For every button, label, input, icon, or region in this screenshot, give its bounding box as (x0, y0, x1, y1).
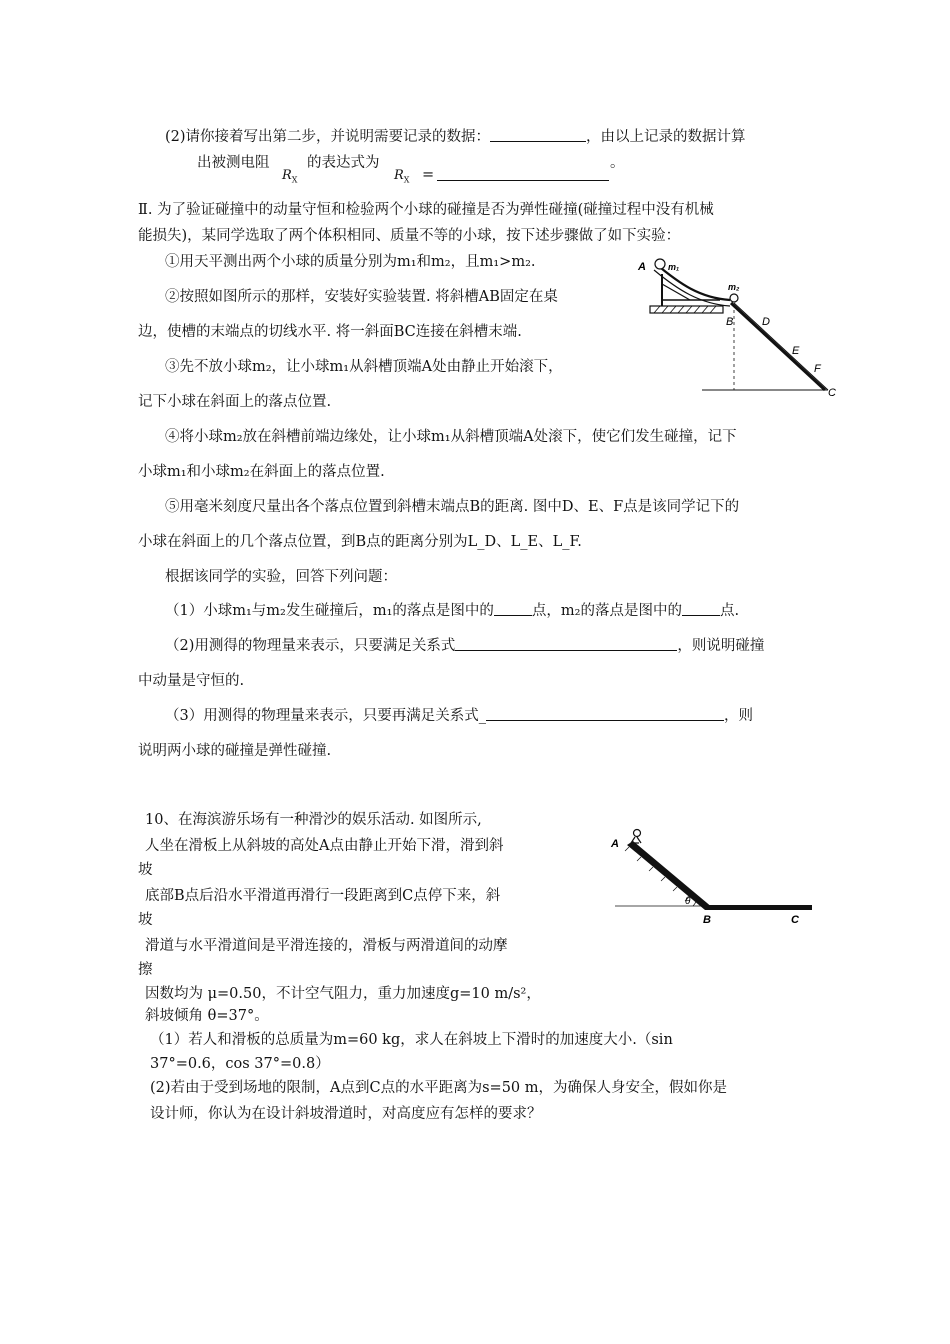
fig1-label-F: F (814, 363, 821, 375)
q2-text-e: 。 (610, 155, 625, 171)
fig2-label-B: B (703, 914, 711, 926)
answer3-text-a: （3）用测得的物理量来表示，只要再满足关系式_ (165, 708, 486, 724)
q10-part2-b: 设计师，你认为在设计斜坡滑道时，对高度应有怎样的要求？ (150, 1106, 542, 1122)
fig1-label-E: E (792, 345, 800, 357)
answer-blank[interactable] (490, 127, 586, 142)
answer2-blank[interactable] (455, 636, 677, 651)
q10-line7: 擦 (138, 962, 153, 978)
answer1-text-c: 点. (719, 603, 740, 619)
fig1-label-m1: m₁ (668, 262, 680, 272)
answer2-line (165, 636, 764, 656)
step3-a: ③先不放小球m₂，让小球m₁从斜槽顶端A处由静止开始滚下， (165, 359, 563, 375)
q2-line1 (165, 127, 746, 147)
q10-line6: 滑道与水平滑道间是平滑连接的，滑板与两滑道间的动摩 (145, 938, 508, 954)
q10-line3: 坡 (138, 862, 153, 878)
q2-text-b: ，由以上记录的数据计算 (586, 129, 746, 145)
fig1-label-A: A (638, 261, 646, 273)
answer3-text-b: ，则 (723, 708, 753, 724)
q10-part1-a: （1）若人和滑板的总质量为m=60 kg，求人在斜坡上下滑时的加速度大小.（sin (150, 1032, 673, 1048)
step3-b: 记下小球在斜面上的落点位置. (138, 394, 332, 410)
rx-equals: = (422, 167, 435, 183)
q10-part2-a: (2)若由于受到场地的限制，A点到C点的水平距离为s=50 m，为确保人身安全，假如你是 (150, 1080, 728, 1096)
q2-text-d: 的表达式为 (307, 155, 380, 171)
collision-apparatus-figure (630, 250, 850, 400)
answer3-blank[interactable] (486, 706, 724, 721)
step4-b: 小球m₁和小球m₂在斜面上的落点位置. (138, 464, 385, 480)
answer3-line (165, 706, 753, 726)
rx-expression-blank[interactable] (437, 166, 609, 181)
rx-symbol-1: $R_X$ (282, 168, 298, 185)
q10-part1-b: 37°=0.6，cos 37°=0.8） (150, 1056, 330, 1072)
fig2-label-A: A (611, 838, 619, 850)
fig2-label-theta: θ (685, 896, 691, 907)
step1: ①用天平测出两个小球的质量分别为m₁和m₂，且m₁>m₂. (165, 254, 536, 270)
step5-b: 小球在斜面上的几个落点位置，到B点的距离分别为L_D、L_E、L_F. (138, 534, 582, 550)
part2-line2: 能损失)，某同学选取了两个体积相同、质量不等的小球，按下述步骤做了如下实验： (138, 228, 681, 244)
q10-line1: 10、在海滨游乐场有一种滑沙的娱乐活动. 如图所示, (145, 812, 482, 828)
answer1-blank-m2[interactable] (682, 601, 720, 616)
fig1-label-C: C (828, 387, 836, 399)
answer1-line (165, 601, 739, 621)
ask-line: 根据该同学的实验，回答下列问题： (165, 569, 397, 585)
q10-line4: 底部B点后沿水平滑道再滑行一段距离到C点停下来，斜 (145, 888, 501, 904)
answer1-text-a: （1）小球m₁与m₂发生碰撞后，m₁的落点是图中的 (165, 603, 494, 619)
step2-a: ②按照如图所示的那样，安装好实验装置. 将斜槽AB固定在桌 (165, 289, 558, 305)
rx-symbol-2: $R_X$ (394, 168, 410, 185)
answer3-text-c: 说明两小球的碰撞是弹性碰撞. (138, 743, 332, 759)
step5-a: ⑤用毫米刻度尺量出各个落点位置到斜槽末端点B的距离. 图中D、E、F点是该同学记下的 (165, 499, 740, 515)
q10-line2: 人坐在滑板上从斜坡的高处A点由静止开始下滑，滑到斜 (145, 838, 504, 854)
q10-line8: 因数均为 μ=0.50，不计空气阻力，重力加速度g=10 m/s²， (145, 986, 541, 1002)
fig1-label-m2: m₂ (728, 282, 740, 292)
fig2-label-C: C (791, 914, 799, 926)
sand-slide-figure (605, 825, 820, 930)
fig1-label-D: D (762, 316, 770, 328)
q2-text-c: 出被测电阻 (197, 155, 270, 171)
q10-line9: 斜坡倾角 θ=37°。 (145, 1008, 269, 1024)
answer1-text-b: 点，m₂的落点是图中的 (531, 603, 682, 619)
answer2-text-b: ，则说明碰撞 (677, 638, 765, 654)
part2-line1: Ⅱ. 为了验证碰撞中的动量守恒和检验两个小球的碰撞是否为弹性碰撞(碰撞过程中没有机械 (138, 202, 714, 218)
fig1-label-B: B (726, 316, 734, 328)
answer2-text-c: 中动量是守恒的. (138, 673, 245, 689)
q2-text-a: (2)请你接着写出第二步，并说明需要记录的数据： (165, 129, 491, 145)
q10-line5: 坡 (138, 912, 153, 928)
answer1-blank-m1[interactable] (494, 601, 532, 616)
step4-a: ④将小球m₂放在斜槽前端边缘处，让小球m₁从斜槽顶端A处滚下，使它们发生碰撞，记下 (165, 429, 737, 445)
answer2-text-a: （2)用测得的物理量来表示，只要满足关系式 (165, 638, 456, 654)
step2-b: 边，使槽的末端点的切线水平. 将一斜面BC连接在斜槽末端. (138, 324, 522, 340)
